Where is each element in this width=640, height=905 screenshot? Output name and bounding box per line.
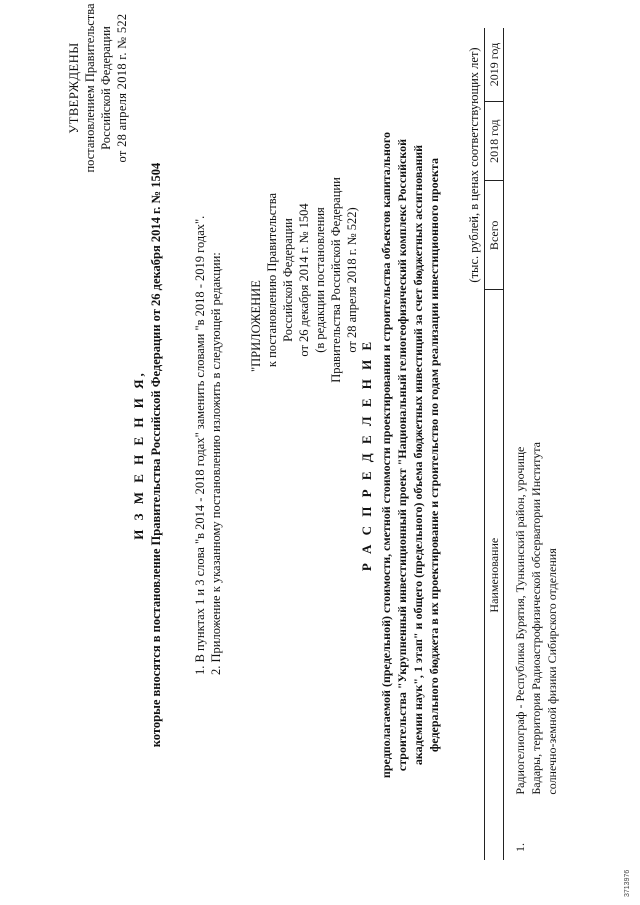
row-name bbox=[504, 290, 561, 801]
appendix-line: "ПРИЛОЖЕНИЕ bbox=[249, 280, 263, 372]
distribution-body-line: строительства "Укрупненный инвестиционный проект "Национальный гелиогеофизический комплекс Российской bbox=[395, 138, 409, 772]
approval-line: Российской Федерации bbox=[99, 26, 113, 150]
appendix-line: Правительства Российской Федерации bbox=[329, 177, 343, 383]
header-name: Наименование bbox=[485, 290, 504, 860]
change-item: 1. В пунктах 1 и 3 слова "в 2014 - 2018 годах" заменить словами "в 2018 - 2019 годах". bbox=[193, 215, 207, 675]
row-name-line: солнечно-земной физики Сибирского отделения bbox=[545, 548, 559, 795]
approval-heading: УТВЕРЖДЕНЫ bbox=[67, 42, 81, 134]
document-stamp: 3713976 bbox=[624, 869, 631, 897]
row-2019 bbox=[504, 28, 561, 101]
appendix-line: Российской Федерации bbox=[281, 218, 295, 342]
distribution-body-line: федерального бюджета в их проектирование и строительство по годам реализации инвестиционного проекта bbox=[427, 158, 441, 752]
distribution-table bbox=[484, 28, 560, 860]
distribution-body bbox=[378, 115, 442, 795]
appendix-line: (в редакции постановления bbox=[313, 207, 327, 353]
changes-title: И З М Е Н Е Н И Я, bbox=[131, 370, 146, 540]
changes-subtitle: которые вносятся в постановление Правительства Российской Федерации от 26 декабря 2014 г. № 1504 bbox=[149, 162, 163, 748]
row-number: 1. bbox=[513, 843, 527, 852]
appendix-line: к постановлению Правительства bbox=[265, 192, 279, 368]
approval-block bbox=[66, 0, 130, 193]
row-name-line: Радиогелиограф - Республика Бурятия, Тункинский район, урочище bbox=[513, 446, 527, 795]
distribution-body-line: предполагаемой (предельной) стоимости, сметной стоимости проектирования и строительства объектов капитального bbox=[379, 131, 393, 779]
header-2019: 2019 год bbox=[485, 28, 504, 101]
approval-line: от 28 апреля 2018 г. № 522 bbox=[115, 13, 129, 163]
header-total: Всего bbox=[485, 181, 504, 290]
table-header-row bbox=[485, 28, 504, 860]
table-row bbox=[504, 28, 561, 860]
change-item: 2. Приложение к указанному постановлению изложить в следующей редакции: bbox=[209, 252, 223, 675]
appendix-line: от 28 апреля 2018 г. № 522) bbox=[345, 207, 359, 353]
appendix-block bbox=[248, 160, 360, 400]
row-2018 bbox=[504, 101, 561, 180]
distribution-body-line: академии наук", 1 этап" и общего (предельного) объема бюджетных инвестиций за счет бюджетных ассигнований bbox=[411, 144, 425, 766]
header-2018: 2018 год bbox=[485, 101, 504, 180]
units-note: (тыс. рублей, в ценах соответствующих лет) bbox=[467, 47, 481, 283]
row-name-line: Бадары, территория Радиоастрофизической обсерватории Института bbox=[529, 442, 543, 795]
approval-line: постановлением Правительства bbox=[83, 3, 97, 173]
distribution-title: Р А С П Р Е Д Е Л Е Н И Е bbox=[359, 338, 374, 572]
appendix-line: от 26 декабря 2014 г. № 1504 bbox=[297, 203, 311, 357]
row-total bbox=[504, 181, 561, 290]
changes-items bbox=[192, 115, 224, 675]
